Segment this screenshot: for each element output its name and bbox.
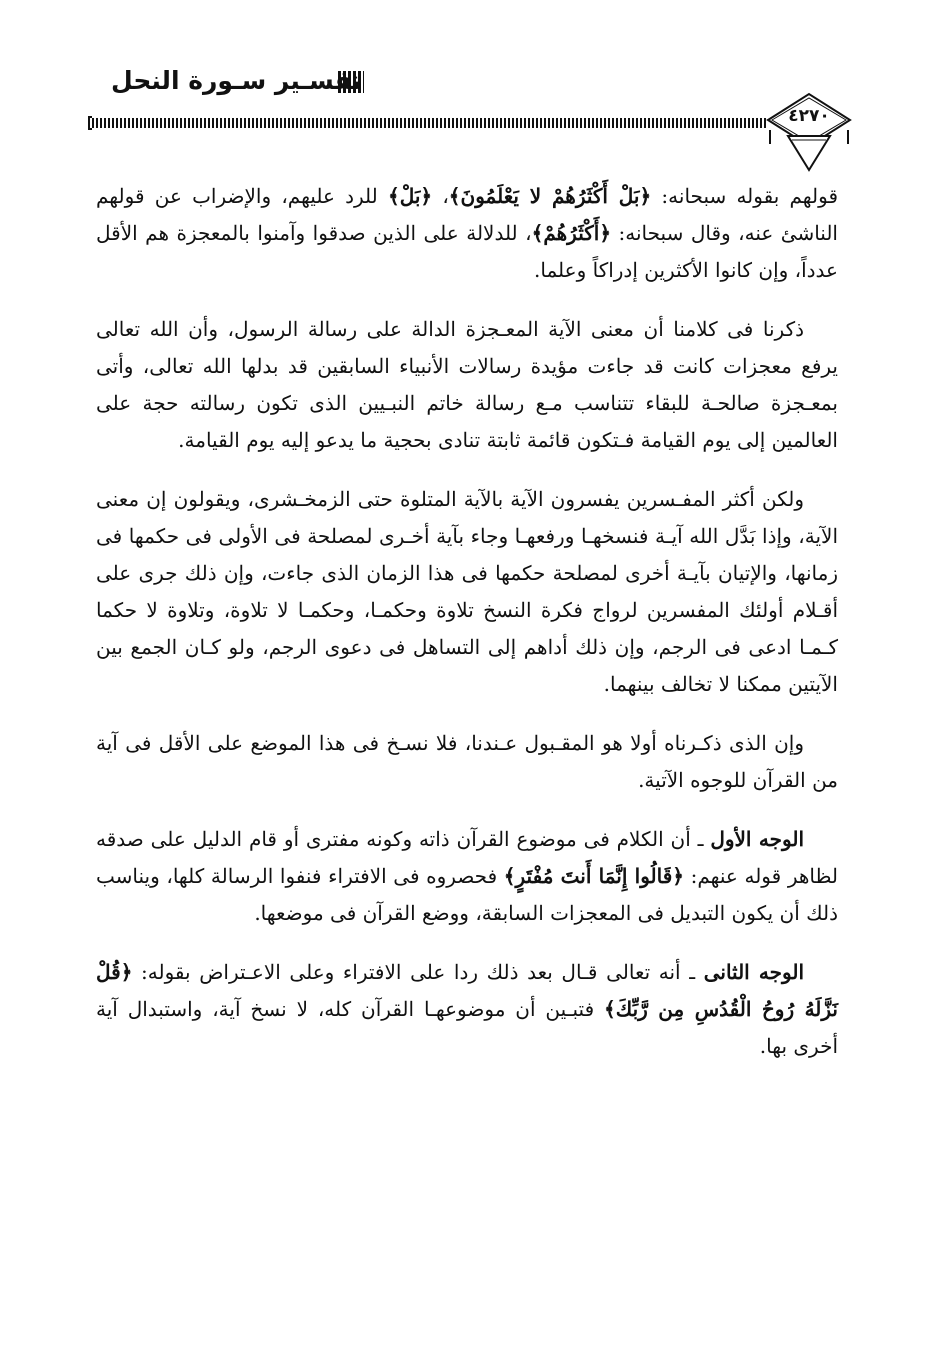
- paragraph: [96, 954, 838, 1065]
- quran-verse: ﴿بَلْ﴾: [387, 184, 433, 208]
- paragraph-text: ولكن أكثر المفـسرين يفسرون الآية بالآية المتلوة حتى الزمخـشرى، ويقولون إن معنى الآية، وإذا بَدَّل الله آيـة فنسخهـا ورفعهـا وجاء بآية أخـرى لمصلحة فى الأولى فى حكمها فى زمانها، والإتيان بآيـة أخرى لمصلحة حكمها فى هذا الزمان الذى جاءت، وإن ذلك جرى على أقـلام أولئك المفسرين لرواج فكرة النسخ تلاوة وحكمـا، وحكمـا لا تلاوة، وتلاوة لا حكما كـمـا ادعى فى الرجم، وإن ذلك أداهم إلى التساهل فى دعوى الرجم، ولو كـان الجمع بين الآيتين ممكنا لا تخالف بينهما.: [96, 487, 838, 696]
- page-badge-frame-icon: [766, 92, 852, 174]
- paragraph-text: ، للدلالة على الذين صدقوا وآمنوا بالمعجزة هم الأقل عدداً، وإن كانوا الأكثرين إدراكاً وعلما.: [96, 221, 838, 282]
- paragraph-text: ـ أن الكلام فى موضوع القرآن ذاته وكونه مفترى أو قام الدليل على صدقه لظاهر قوله عنهم:: [96, 827, 839, 888]
- paragraph-text: فحصروه فى الافتراء فنفوا الرسالة كلها، ويناسب ذلك أن يكون التبديل فى المعجزات السابقة، ووضع القرآن فى موضعها.: [96, 864, 838, 925]
- running-title: تفسـير سـورة النحل: [111, 66, 362, 95]
- paragraph-text: ،: [432, 184, 449, 208]
- paragraph: [96, 821, 838, 932]
- page-body: [96, 178, 838, 1087]
- quran-verse: ﴿بَلْ أَكْثَرُهُمْ لا يَعْلَمُونَ﴾: [448, 184, 652, 208]
- paragraph-text: ـ أنه تعالى قـال بعد ذلك ردا على الافتراء وعلى الاعـتراض بقوله:: [132, 960, 704, 984]
- quran-verse: ﴿قَالُوا إِنَّمَا أَنتَ مُفْتَرٍ﴾: [503, 864, 684, 888]
- paragraph: [96, 311, 838, 459]
- paragraph-text: وإن الذى ذكـرناه أولا هو المقـبول عـندنا، فلا نسـخ فى هذا الموضع على الأقل فى آية من القرآن للوجوه الآتية.: [96, 731, 838, 792]
- paragraph-text: للرد عليهم، والإضراب عن قولهم الناشئ عنه، وقال سبحانه:: [96, 184, 838, 245]
- quran-verse: ﴿أَكْثَرُهُمْ﴾: [531, 221, 612, 245]
- quran-verse: ﴿قُلْ نَزَّلَهُ رُوحُ الْقُدُسِ مِن رَّبِّكَ﴾: [96, 960, 838, 1021]
- paragraph: [96, 178, 838, 289]
- page-header: [0, 0, 932, 180]
- paragraph-text: ذكرنا فى كلامنا أن معنى الآية المعـجزة الدالة على رسالة الرسول، وأن الله تعالى يرفع معجزات كانت قد جاءت مؤيدة رسالات الأنبياء السابقين قد بدلها الله تعالى، وأتى بمعـجزة صالحـة للبقاء تتناسب مـع رسالة خاتم النبـيين الذى تكون رسالته حجة على العالمين إلى يوم القيامة فـتكون قائمة ثابتة تنادى بحجية ما يدعو إليه يوم القيامة.: [96, 317, 838, 452]
- header-rule: [88, 118, 768, 128]
- paragraph: [96, 481, 838, 703]
- paragraph-text: فتبـين أن موضوعهـا القرآن كله، لا نسخ آية، واستبدال آية أخرى بها.: [96, 997, 838, 1058]
- page-number-badge: [766, 92, 852, 174]
- section-lead: الوجه الثانى: [703, 960, 805, 984]
- page-number: ٤٢٧٠: [788, 106, 830, 126]
- paragraph-text: قولهم بقوله سبحانه:: [651, 184, 839, 208]
- section-lead: الوجه الأول: [710, 827, 805, 851]
- paragraph: [96, 725, 838, 799]
